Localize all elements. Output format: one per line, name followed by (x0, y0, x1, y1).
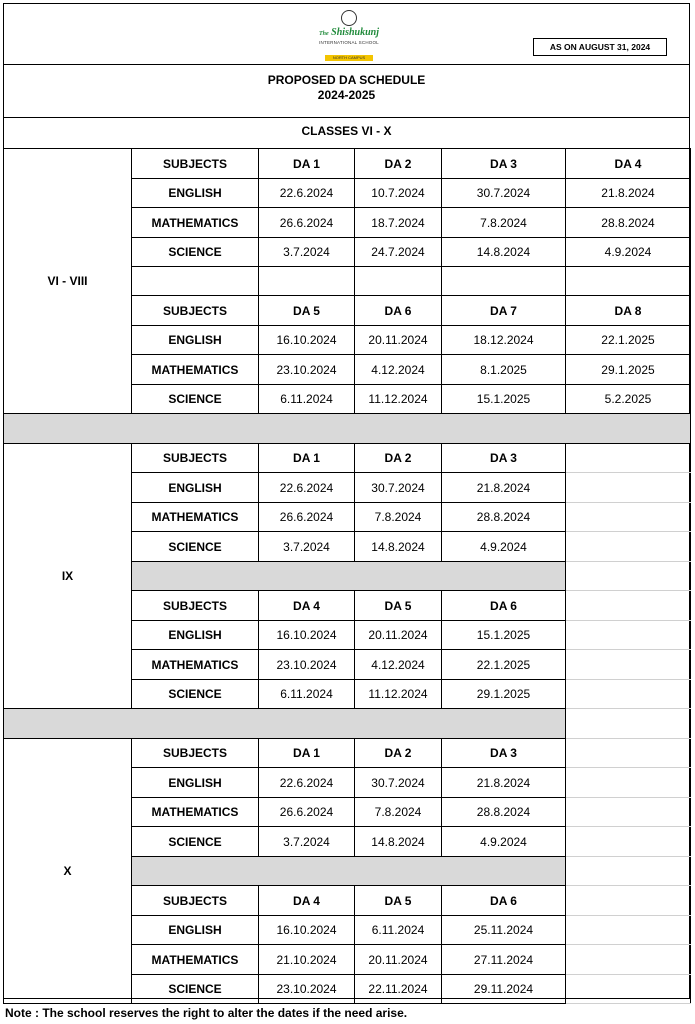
table-cell: 26.6.2024 (259, 503, 355, 532)
table-cell (566, 916, 691, 945)
table-cell (259, 267, 355, 296)
table-cell: 26.6.2024 (259, 798, 355, 827)
table-cell: SCIENCE (132, 975, 259, 1004)
table-cell: 16.10.2024 (259, 621, 355, 650)
table-row (4, 739, 691, 768)
table-cell: DA 4 (259, 886, 355, 916)
section-separator (132, 562, 566, 591)
section-separator (132, 857, 566, 886)
table-cell: 4.12.2024 (355, 650, 442, 680)
classes-heading: CLASSES VI - X (301, 124, 392, 138)
table-cell: DA 1 (259, 739, 355, 768)
table-cell (566, 591, 691, 621)
table-cell: 4.9.2024 (442, 532, 566, 562)
table-cell: SUBJECTS (132, 739, 259, 768)
table-cell: DA 2 (355, 739, 442, 768)
table-cell: 11.12.2024 (355, 680, 442, 709)
table-cell: 30.7.2024 (442, 179, 566, 208)
crest-icon (341, 10, 357, 26)
table-cell: 21.8.2024 (442, 473, 566, 503)
table-cell: 8.1.2025 (442, 355, 566, 385)
table-cell: SUBJECTS (132, 591, 259, 621)
table-cell: 23.10.2024 (259, 975, 355, 1004)
table-cell: 25.11.2024 (442, 916, 566, 945)
table-row (4, 709, 691, 739)
table-cell (132, 267, 259, 296)
table-cell: MATHEMATICS (132, 798, 259, 827)
table-cell: ENGLISH (132, 326, 259, 355)
table-cell (566, 680, 691, 709)
table-cell: DA 7 (442, 296, 566, 326)
table-cell (566, 444, 691, 473)
table-cell: 22.1.2025 (566, 326, 691, 355)
table-cell (566, 709, 691, 739)
table-cell: MATHEMATICS (132, 945, 259, 975)
table-cell: DA 6 (442, 886, 566, 916)
table-row (4, 149, 691, 179)
table-cell: 3.7.2024 (259, 827, 355, 857)
table-cell: 28.8.2024 (442, 798, 566, 827)
table-cell: 14.8.2024 (442, 238, 566, 267)
table-cell: 5.2.2025 (566, 385, 691, 414)
table-cell: 27.11.2024 (442, 945, 566, 975)
divider (3, 117, 690, 118)
table-cell (442, 267, 566, 296)
table-row (4, 414, 691, 444)
table-row (4, 444, 691, 473)
table-cell: SUBJECTS (132, 149, 259, 179)
table-cell: 10.7.2024 (355, 179, 442, 208)
section-separator (4, 709, 566, 739)
table-cell: 3.7.2024 (259, 238, 355, 267)
table-cell: SUBJECTS (132, 886, 259, 916)
table-cell: 6.11.2024 (259, 385, 355, 414)
table-cell (566, 562, 691, 591)
table-cell: MATHEMATICS (132, 650, 259, 680)
table-cell: SCIENCE (132, 827, 259, 857)
table-cell (355, 267, 442, 296)
table-cell: MATHEMATICS (132, 355, 259, 385)
schedule-table (3, 148, 691, 1004)
table-cell: DA 3 (442, 739, 566, 768)
table-cell: 15.1.2025 (442, 621, 566, 650)
table-cell: 6.11.2024 (259, 680, 355, 709)
table-cell (566, 768, 691, 798)
table-cell: DA 6 (442, 591, 566, 621)
table-cell (566, 621, 691, 650)
table-cell: 30.7.2024 (355, 768, 442, 798)
table-cell: 29.1.2025 (442, 680, 566, 709)
table-cell (566, 650, 691, 680)
table-cell: 3.7.2024 (259, 532, 355, 562)
table-cell: DA 4 (259, 591, 355, 621)
as-on-date-badge: AS ON AUGUST 31, 2024 (533, 38, 667, 56)
table-cell: DA 5 (355, 591, 442, 621)
table-cell: 7.8.2024 (355, 503, 442, 532)
table-cell: ENGLISH (132, 768, 259, 798)
table-cell: 29.1.2025 (566, 355, 691, 385)
table-cell: SCIENCE (132, 532, 259, 562)
table-cell: DA 1 (259, 149, 355, 179)
table-cell: 18.7.2024 (355, 208, 442, 238)
table-cell: 21.8.2024 (566, 179, 691, 208)
table-cell: 16.10.2024 (259, 916, 355, 945)
logo-brand: The Shishukunj (319, 27, 379, 38)
table-cell: 20.11.2024 (355, 326, 442, 355)
table-cell: DA 8 (566, 296, 691, 326)
table-cell: 4.12.2024 (355, 355, 442, 385)
table-cell: SCIENCE (132, 238, 259, 267)
table-cell: 28.8.2024 (442, 503, 566, 532)
table-cell: DA 5 (355, 886, 442, 916)
table-cell: 7.8.2024 (355, 798, 442, 827)
table-cell: 23.10.2024 (259, 650, 355, 680)
table-cell: DA 3 (442, 149, 566, 179)
table-cell (566, 945, 691, 975)
table-cell: 24.7.2024 (355, 238, 442, 267)
table-cell: DA 4 (566, 149, 691, 179)
table-cell: 6.11.2024 (355, 916, 442, 945)
table-cell: SUBJECTS (132, 444, 259, 473)
table-cell: 11.12.2024 (355, 385, 442, 414)
table-cell: DA 5 (259, 296, 355, 326)
footer-note: Note : The school reserves the right to alter the dates if the need arise. (5, 1006, 408, 1020)
class-group-label: VI - VIII (4, 149, 132, 414)
class-group-label: X (4, 739, 132, 1004)
table-cell: DA 6 (355, 296, 442, 326)
table-cell: 18.12.2024 (442, 326, 566, 355)
table-cell: DA 2 (355, 149, 442, 179)
table-cell: 22.6.2024 (259, 179, 355, 208)
table-cell: 26.6.2024 (259, 208, 355, 238)
table-cell: 20.11.2024 (355, 945, 442, 975)
table-cell: 15.1.2025 (442, 385, 566, 414)
table-cell: 16.10.2024 (259, 326, 355, 355)
table-cell (566, 798, 691, 827)
title-line-1: PROPOSED DA SCHEDULE (267, 73, 426, 87)
logo-campus: NORTH CAMPUS (325, 55, 373, 61)
table-cell (566, 975, 691, 1004)
table-cell: SCIENCE (132, 680, 259, 709)
table-cell: 22.11.2024 (355, 975, 442, 1004)
table-cell: 14.8.2024 (355, 532, 442, 562)
table-cell: 14.8.2024 (355, 827, 442, 857)
table-cell (566, 532, 691, 562)
table-cell (566, 267, 691, 296)
table-cell: 30.7.2024 (355, 473, 442, 503)
section-separator (4, 414, 691, 444)
table-cell: 23.10.2024 (259, 355, 355, 385)
table-cell: 21.8.2024 (442, 768, 566, 798)
logo-subtitle: INTERNATIONAL SCHOOL (319, 40, 379, 45)
table-cell: 28.8.2024 (566, 208, 691, 238)
table-cell: MATHEMATICS (132, 208, 259, 238)
table-cell: 7.8.2024 (442, 208, 566, 238)
table-cell (566, 857, 691, 886)
table-cell: MATHEMATICS (132, 503, 259, 532)
table-cell: DA 2 (355, 444, 442, 473)
table-cell: 4.9.2024 (442, 827, 566, 857)
table-cell: ENGLISH (132, 621, 259, 650)
table-cell: 4.9.2024 (566, 238, 691, 267)
divider (3, 64, 690, 65)
table-cell: ENGLISH (132, 473, 259, 503)
table-cell: 21.10.2024 (259, 945, 355, 975)
table-cell: ENGLISH (132, 916, 259, 945)
table-cell: ENGLISH (132, 179, 259, 208)
school-logo (312, 10, 386, 64)
page-title (3, 73, 690, 103)
table-cell: 22.6.2024 (259, 768, 355, 798)
table-cell: 22.6.2024 (259, 473, 355, 503)
table-cell: 29.11.2024 (442, 975, 566, 1004)
table-cell (566, 503, 691, 532)
table-cell: SUBJECTS (132, 296, 259, 326)
table-cell (566, 473, 691, 503)
table-cell (566, 886, 691, 916)
class-group-label: IX (4, 444, 132, 709)
table-cell (566, 739, 691, 768)
table-cell (566, 827, 691, 857)
table-cell: SCIENCE (132, 385, 259, 414)
table-cell: 20.11.2024 (355, 621, 442, 650)
table-cell: DA 1 (259, 444, 355, 473)
title-line-2: 2024-2025 (317, 88, 376, 102)
table-cell: DA 3 (442, 444, 566, 473)
table-cell: 22.1.2025 (442, 650, 566, 680)
